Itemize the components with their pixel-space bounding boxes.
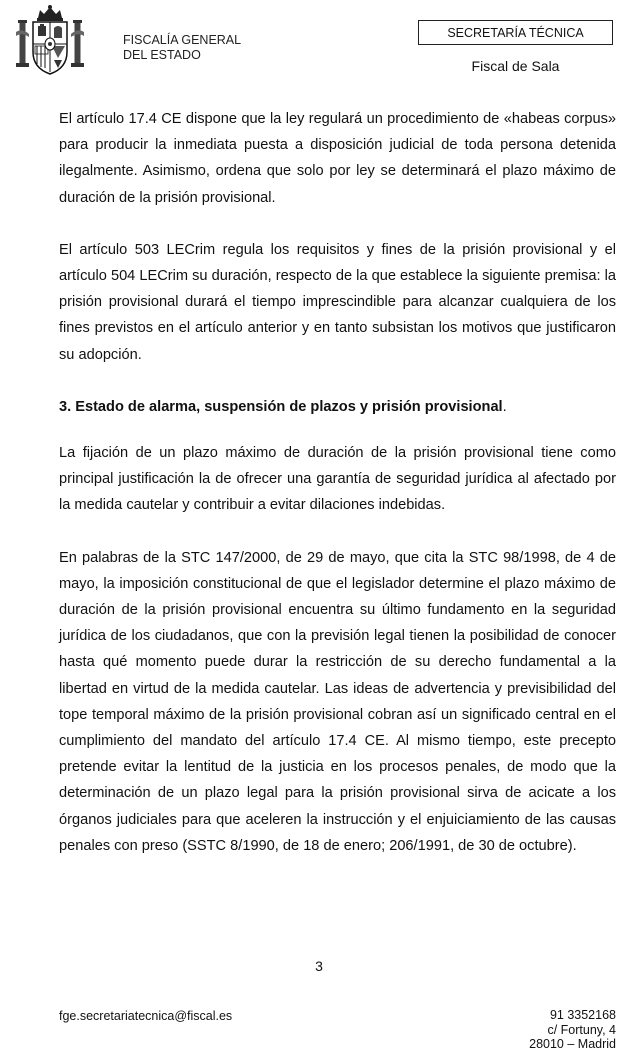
document-body — [59, 106, 616, 859]
org-line-2: DEL ESTADO — [123, 48, 201, 62]
paragraph-3: La fijación de un plazo máximo de duración de la prisión provisional tiene como principal justificación la de ofrecer una garantía de seguridad jurídica al afectado por la medida cautelar y contribuir a evitar dilaciones indebidas. — [59, 445, 616, 514]
organization-name — [123, 33, 241, 63]
page-number: 3 — [315, 958, 323, 974]
org-line-1: FISCALÍA GENERAL — [123, 33, 242, 47]
office-box: SECRETARÍA TÉCNICA — [418, 20, 613, 45]
paragraph-2: El artículo 503 LECrim regula los requisitos y fines de la prisión provisional y el artículo 504 LECrim su duración, respecto de la que establece la siguiente premisa: la prisión provisional durará el tiempo imprescindible para alcanzar cualquiera de los fines previstos en el artículo anterior y en tanto subsistan los motivos que justificaron su adopción. — [59, 241, 616, 363]
coat-of-arms-icon — [14, 4, 86, 78]
footer-city: 28010 – Madrid — [529, 1037, 616, 1051]
section-heading — [59, 394, 616, 420]
footer-email: fge.secretariatecnica@fiscal.es — [59, 1009, 233, 1023]
paragraph-1: El artículo 17.4 CE dispone que la ley regulará un procedimiento de «habeas corpus» para producir la inmediata puesta a disposición judicial de toda persona detenida ilegalmente. Asimismo, ordena que solo por ley se determinará el plazo máximo de duración de la prisión provisional. — [59, 111, 616, 206]
paragraph-4: En palabras de la STC 147/2000, de 29 de mayo, que cita la STC 98/1998, de 4 de mayo, la imposición constitucional de que el legislador determine el plazo máximo de duración de la prisión provisional encuentra su último fundamento en la seguridad jurídica de los ciudadanos, que con la previsión legal tienen la posibilidad de conocer hasta qué momento puede durar la restricción de su derecho fundamental a la libertad en virtud de la medida cautelar. Las ideas de advertencia y previsibilidad del tope temporal máximo de la prisión provisional cobran así un significado central en el cumplimiento del mandato del artículo 17.4 CE. Al mismo tiempo, este precepto pretende evitar la lentitud de la justicia en los procesos penales, de modo que la determinación de un plazo legal para la prisión provisional sirva de acicate a los órganos judiciales para que aceleren la instrucción y el enjuiciamiento de las causas penales con preso (SSTC 8/1990, de 18 de enero; 206/1991, de 30 de octubre). — [59, 549, 616, 854]
section-heading-tail: . — [502, 398, 507, 415]
footer-phone: 91 3352168 — [549, 1008, 616, 1022]
section-heading-text: 3. Estado de alarma, suspensión de plazos y prisión provisional — [59, 398, 503, 415]
footer-street: c/ Fortuny, 4 — [547, 1022, 616, 1037]
office-subtitle: Fiscal de Sala — [471, 58, 560, 74]
footer-address — [529, 1008, 616, 1052]
